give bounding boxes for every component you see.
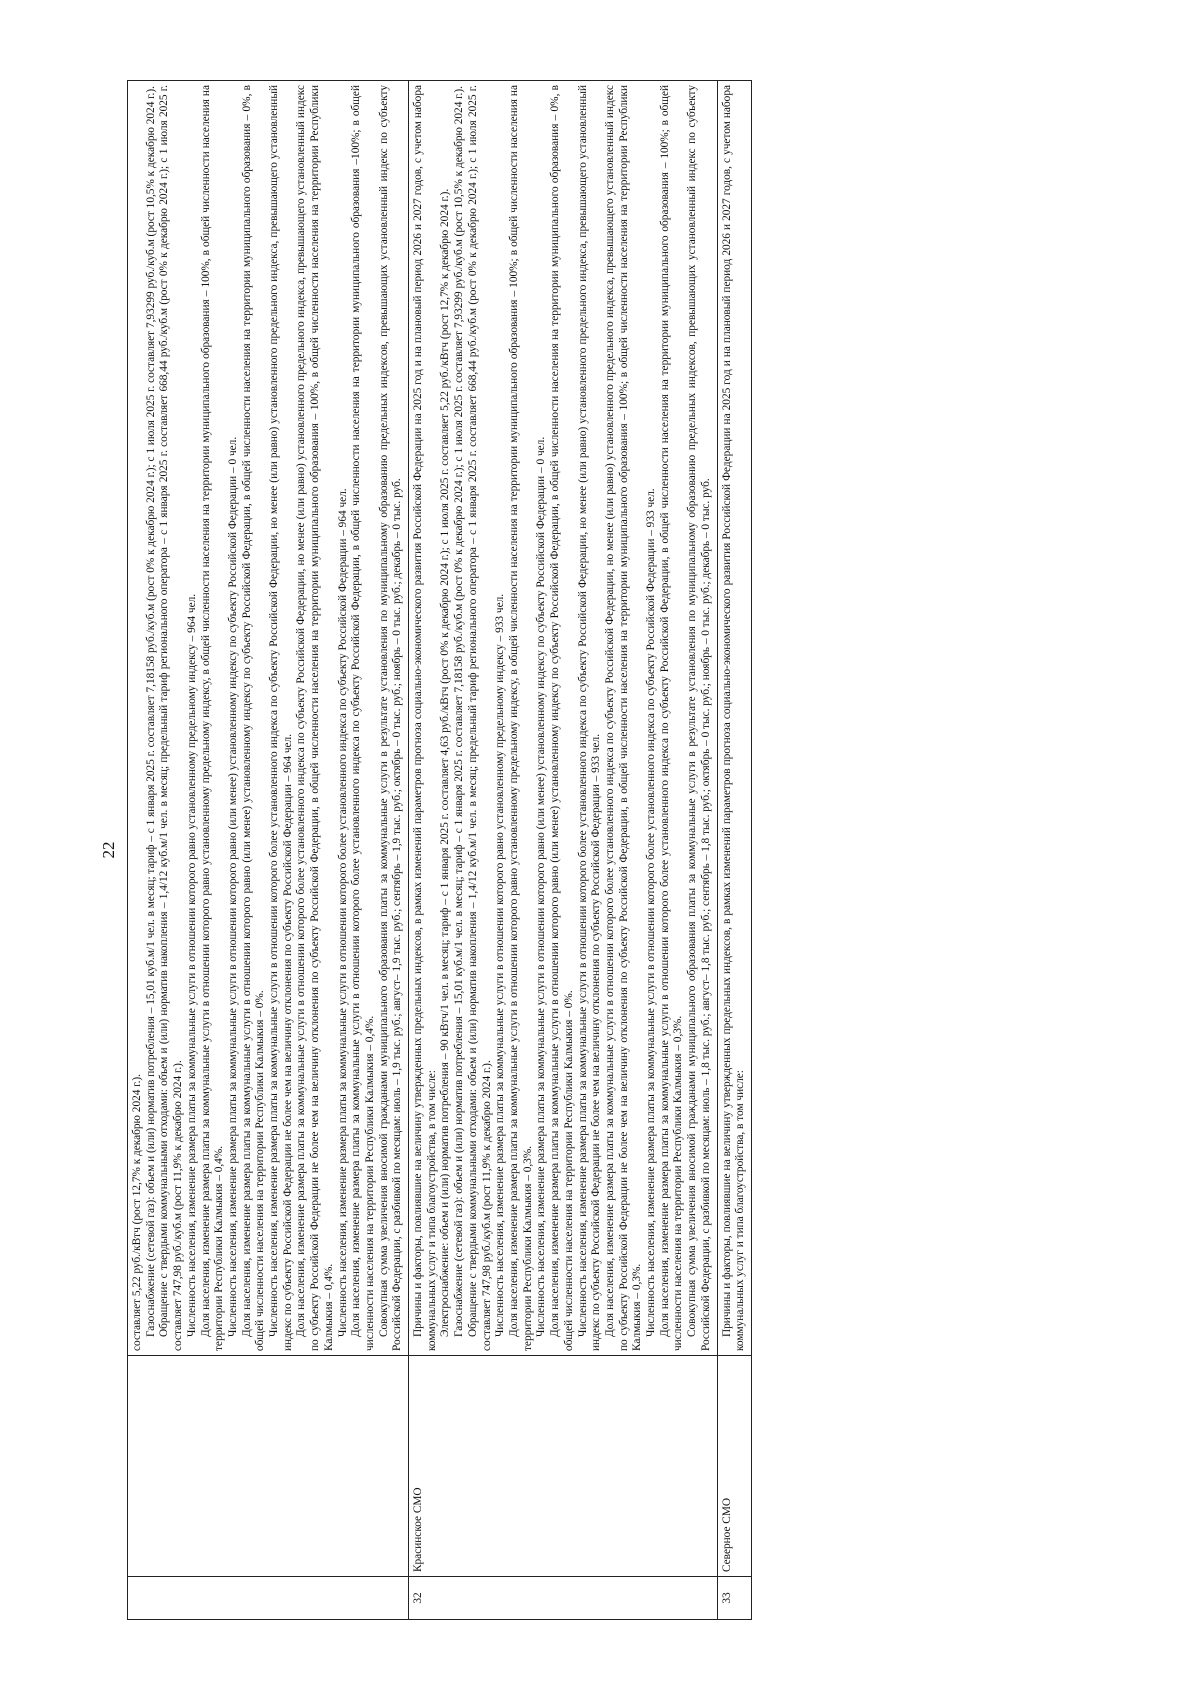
paragraph: Доля населения, изменение размера платы за коммунальные услуги в отношении которого равно установленному предельному индексу, в общей численности населения на территории муниципального образования – 100%; в общей численности населения на территории Республики Калмыкия – 0,3%. <box>507 85 534 1351</box>
municipal-indices-table <box>127 80 752 1620</box>
paragraph: Численность населения, изменение размера платы за коммунальные услуги в отношении которого равно установленному предельному индексу – 964 чел. <box>185 593 198 1337</box>
paragraph: Совокупная сумма увеличения вносимой гражданами муниципального образования платы за коммунальные услуги в результате установления по муниципальному образованию предельных индексов, превышающих установленный индекс по субъекту Российской Федерации, с разбивкой по месяцам: июль – 1,8 тыс. руб.; август– 1,8 тыс. руб.; сентябрь – 1,8 тыс. руб.; октябрь – 0 тыс. руб.; ноябрь – 0 тыс. руб.; декабрь – 0 тыс. руб. <box>686 85 712 1351</box>
description-cell <box>128 81 409 1356</box>
description-cell <box>717 81 751 1356</box>
paragraph: Численность населения, изменение размера платы за коммунальные услуги в отношении которого более установленного индекса по субъекту Российской Федерации, но менее (или равно) установленного предельного индекса, превышающего установленный индекс по субъекту Российской Федерации не более чем на величину отклонения по субъекту Российской Федерации – 933 чел. <box>576 85 603 1351</box>
paragraph: Газоснабжение (сетевой газ): объем и (или) норматив потребления – 15,01 куб.м/1 чел. в месяц; тариф – с 1 января 2025 г. составляет 7,18158 руб./куб.м (рост 0% к декабрю 2024 г.); с 1 июля 2025 г. составляет 7,93299 руб./куб.м (рост 10,5% к декабрю 2024 г.). <box>453 86 466 1337</box>
paragraph: Доля населения, изменение размера платы за коммунальные услуги в отношении которого более установленного индекса по субъекту Российской Федерации, но менее (или равно) установленного предельного индекса, превышающего установленный индекс по субъекту Российской Федерации не более чем на величину отклонения по субъекту Российской Федерации, в общей численности населения на территории муниципального образования – 100%, в общей численности населения на территории Республики Калмыкия – 0,4%. <box>295 85 335 1351</box>
paragraph: Доля населения, изменение размера платы за коммунальные услуги в отношении которого равно (или менее) установленному индексу по субъекту Российской Федерации, в общей численности населения на территории муниципального образования – 0%, в общей численности населения на территории Республики Калмыкия – 0%. <box>240 85 267 1351</box>
page-number: 22 <box>99 841 118 859</box>
paragraph: Доля населения, изменение размера платы за коммунальные услуги в отношении которого более установленного индекса по субъекту Российской Федерации, в общей численности населения на территории муниципального образования –100%; в общей численности населения на территории Республики Калмыкия – 0,4%. <box>350 85 376 1351</box>
description-cell <box>409 81 717 1356</box>
paragraph: Численность населения, изменение размера платы за коммунальные услуги в отношении которого более установленного индекса по субъекту Российской Федерации, но менее (или равно) установленного предельного индекса, превышающего установленный индекс по субъекту Российской Федерации не более чем на величину отклонения по субъекту Российской Федерации – 964 чел. <box>268 85 294 1351</box>
row-number: 33 <box>717 1577 751 1620</box>
paragraph: Обращение с твердыми коммунальными отходами: объем и (или) норматив накопления – 1,4/12 куб.м/1 чел. в месяц; предельный тариф регионального оператора – с 1 января 2025 г. составляет 668,44 руб./куб.м (рост 0% к декабрю 2024 г.); с 1 июля 2025 г. составляет 747,98 руб./куб.м (рост 11,9% к декабрю 2024 г.). <box>466 85 493 1351</box>
paragraph: Причины и факторы, повлиявшие на величину утвержденных предельных индексов, в рамках изменений параметров прогноза социально-экономического развития Российской Федерации на 2025 год и на плановый период 2026 и 2027 годов, с учетом набора коммунальных услуг и типа благоустройства, в том числе: <box>720 85 747 1351</box>
paragraph: Совокупная сумма увеличения вносимой гражданами муниципального образования платы за коммунальные услуги в результате установления по муниципальному образованию предельных индексов, превышающих установленный индекс по субъекту Российской Федерации, с разбивкой по месяцам: июль – 1,9 тыс. руб.; август– 1,9 тыс. руб.; сентябрь – 1,9 тыс. руб.; октябрь – 0 тыс. руб.; ноябрь – 0 тыс. руб.; декабрь – 0 тыс. руб. <box>377 85 404 1351</box>
paragraph: Доля населения, изменение размера платы за коммунальные услуги в отношении которого более установленного индекса по субъекту Российской Федерации, но менее (или равно) установленного предельного индекса, превышающего установленный индекс по субъекту Российской Федерации не более чем на величину отклонения по субъекту Российской Федерации, в общей численности населения на территории муниципального образования – 100%; в общей численности населения на территории Республики Калмыкия – 0,3%. <box>603 85 644 1351</box>
paragraph: Газоснабжение (сетевой газ): объем и (или) норматив потребления – 15,01 куб.м/1 чел. в месяц; тариф – с 1 января 2025 г. составляет 7,18158 руб./куб.м (рост 0% к декабрю 2024 г.); с 1 июля 2025 г. составляет 7,93299 руб./куб.м (рост 10,5% к декабрю 2024 г.). <box>144 86 157 1337</box>
paragraph: Причины и факторы, повлиявшие на величину утвержденных предельных индексов, в рамках изменений параметров прогноза социально-экономического развития Российской Федерации на 2025 год и на плановый период 2026 и 2027 годов, с учетом набора коммунальных услуг и типа благоустройства, в том числе: <box>412 85 438 1351</box>
paragraph: Доля населения, изменение размера платы за коммунальные услуги в отношении которого более установленного индекса по субъекту Российской Федерации, в общей численности населения на территории муниципального образования – 100%; в общей численности населения на территории Республики Калмыкия – 0,3%. <box>658 85 685 1351</box>
table-row <box>128 81 409 1620</box>
table-body <box>128 81 752 1620</box>
paragraph: Численность населения, изменение размера платы за коммунальные услуги в отношении которого равно (или менее) установленному индексу по субъекту Российской Федерации – 0 чел. <box>535 436 548 1337</box>
municipality-name <box>128 1356 409 1577</box>
table-row <box>717 81 751 1620</box>
paragraph: Численность населения, изменение размера платы за коммунальные услуги в отношении которого более установленного индекса по субъекту Российской Федерации – 964 чел. <box>336 488 349 1337</box>
row-number <box>128 1577 409 1620</box>
paragraph: Численность населения, изменение размера платы за коммунальные услуги в отношении которого равно установленному предельному индексу – 933 чел. <box>494 593 507 1337</box>
row-number: 32 <box>409 1577 717 1620</box>
rotated-document-page <box>95 80 1105 1620</box>
municipality-name: Северное СМО <box>717 1356 751 1577</box>
paragraph: составляет 5,22 руб./кВтч (рост 12,7% к декабрю 2024 г.). <box>131 1074 143 1351</box>
paragraph: Обращение с твердыми коммунальными отходами: объем и (или) норматив накопления – 1,4/12 куб.м/1 чел. в месяц; предельный тариф регионального оператора – с 1 января 2025 г. составляет 668,44 руб./куб.м (рост 0% к декабрю 2024 г.); с 1 июля 2025 г. составляет 747,98 руб./куб.м (рост 11,9% к декабрю 2024 г.). <box>158 85 185 1351</box>
table-row <box>409 81 717 1620</box>
paragraph: Численность населения, изменение размера платы за коммунальные услуги в отношении которого более установленного индекса по субъекту Российской Федерации – 933 чел. <box>645 488 658 1337</box>
paragraph: Доля населения, изменение размера платы за коммунальные услуги в отношении которого равно (или менее) установленному индексу по субъекту Российской Федерации, в общей численности населения на территории муниципального образования – 0%, в общей численности населения на территории Республики Калмыкия – 0%. <box>549 85 575 1351</box>
paragraph: Численность населения, изменение размера платы за коммунальные услуги в отношении которого равно (или менее) установленному индексу по субъекту Российской Федерации – 0 чел. <box>226 436 239 1337</box>
paragraph: Электроснабжение: объем и (или) норматив потребления – 90 кВтч/1 чел. в месяц; тариф – с 1 января 2025 г. составляет 4,63 руб./кВтч (рост 0% к декабрю 2024 г.); с 1 июля 2025 г. составляет 5,22 руб./кВтч (рост 12,7% к декабрю 2024 г.). <box>439 188 452 1337</box>
municipality-name: Красинское СМО <box>409 1356 717 1577</box>
paragraph: Доля населения, изменение размера платы за коммунальные услуги в отношении которого равно установленному предельному индексу, в общей численности населения на территории муниципального образования – 100%, в общей численности населения на территории Республики Калмыкия – 0,4%. <box>199 85 226 1351</box>
